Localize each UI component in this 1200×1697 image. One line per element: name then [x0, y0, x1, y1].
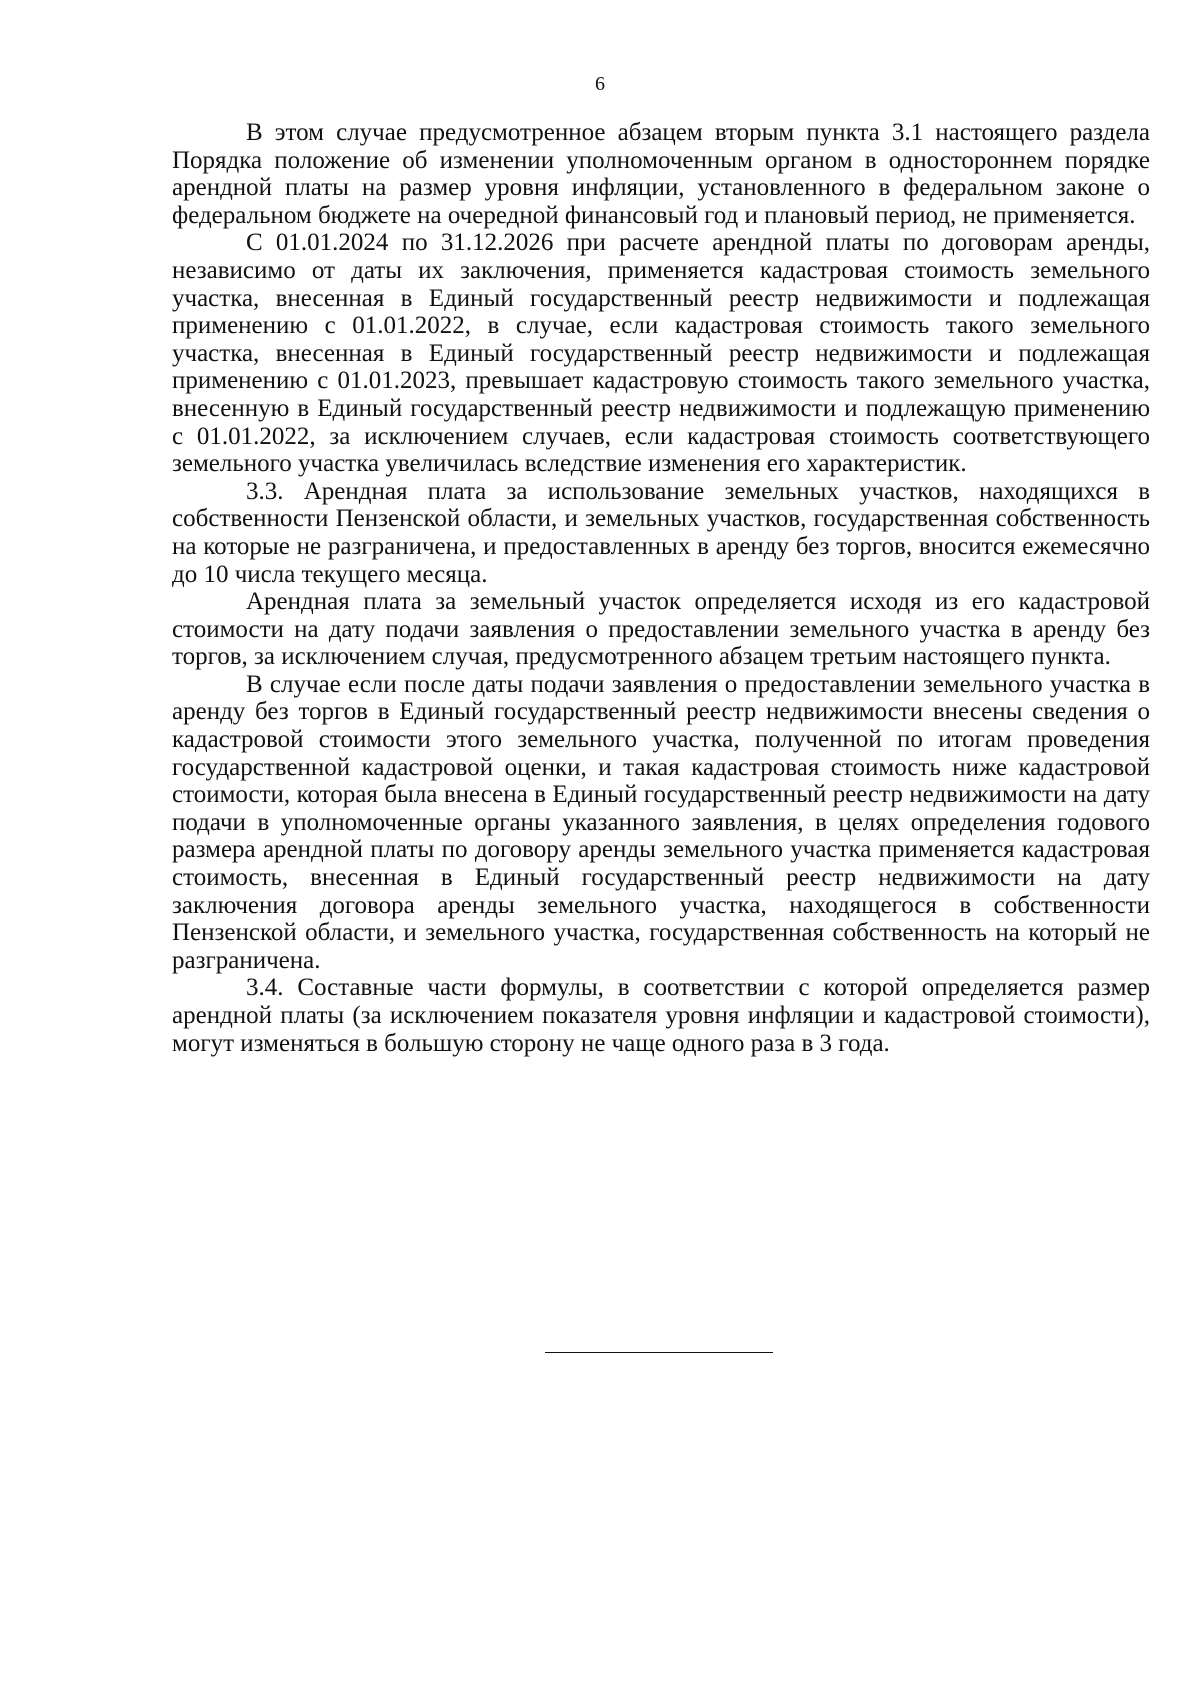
paragraph-3-3-payment-term: 3.3. Арендная плата за использование земельных участков, находящихся в собственности Пензенской области, и земельных участков, государственная собственность на которые не разграничена, и предоставленных в аренду без торгов, вносится ежемесячно до 10 числа текущего месяца. — [172, 477, 1150, 588]
paragraph-cadastral-2024-2026: С 01.01.2024 по 31.12.2026 при расчете арендной платы по договорам аренды, независимо от даты их заключения, применяется кадастровая стоимость земельного участка, внесенная в Единый государственный реестр недвижимости и подлежащая применению с 01.01.2022, в случае, если кадастровая стоимость такого земельного участка, внесенная в Единый государственный реестр недвижимости и подлежащая применению с 01.01.2023, превышает кадастровую стоимость такого земельного участка, внесенную в Единый государственный реестр недвижимости и подлежащую применению с 01.01.2022, за исключением случаев, если кадастровая стоимость соответствующего земельного участка увеличилась вследствие изменения его характеристик. — [172, 229, 1150, 478]
paragraph-rent-determination: Арендная плата за земельный участок определяется исходя из его кадастровой стоимости на дату подачи заявления о предоставлении земельного участка в аренду без торгов, за исключением случая, предусмотренного абзацем третьим настоящего пункта. — [172, 588, 1150, 671]
paragraph-3-4-formula-parts: 3.4. Составные части формулы, в соответствии с которой определяется размер арендной платы (за исключением показателя уровня инфляции и кадастровой стоимости), могут изменяться в большую сторону не чаще одного раза в 3 года. — [172, 974, 1150, 1057]
paragraph-cadastral-decrease-case: В случае если после даты подачи заявления о предоставлении земельного участка в аренду без торгов в Единый государственный реестр недвижимости внесены сведения о кадастровой стоимости этого земельного участка, полученной по итогам проведения государственной кадастровой оценки, и такая кадастровая стоимость ниже кадастровой стоимости, которая была внесена в Единый государственный реестр недвижимости на дату подачи в уполномоченные органы указанного заявления, в целях определения годового размера арендной платы по договору аренды земельного участка применяется кадастровая стоимость, внесенная в Единый государственный реестр недвижимости на дату заключения договора аренды земельного участка, находящегося в собственности Пензенской области, и земельного участка, государственная собственность на который не разграничена. — [172, 670, 1150, 974]
page-number: 6 — [595, 73, 605, 95]
paragraph-inflation-exception: В этом случае предусмотренное абзацем вторым пункта 3.1 настоящего раздела Порядка положение об изменении уполномоченным органом в одностороннем порядке арендной платы на размер уровня инфляции, установленного в федеральном законе о федеральном бюджете на очередной финансовый год и плановый период, не применяется. — [172, 119, 1150, 229]
document-body — [172, 119, 1150, 1057]
end-of-document-rule — [545, 1352, 773, 1353]
